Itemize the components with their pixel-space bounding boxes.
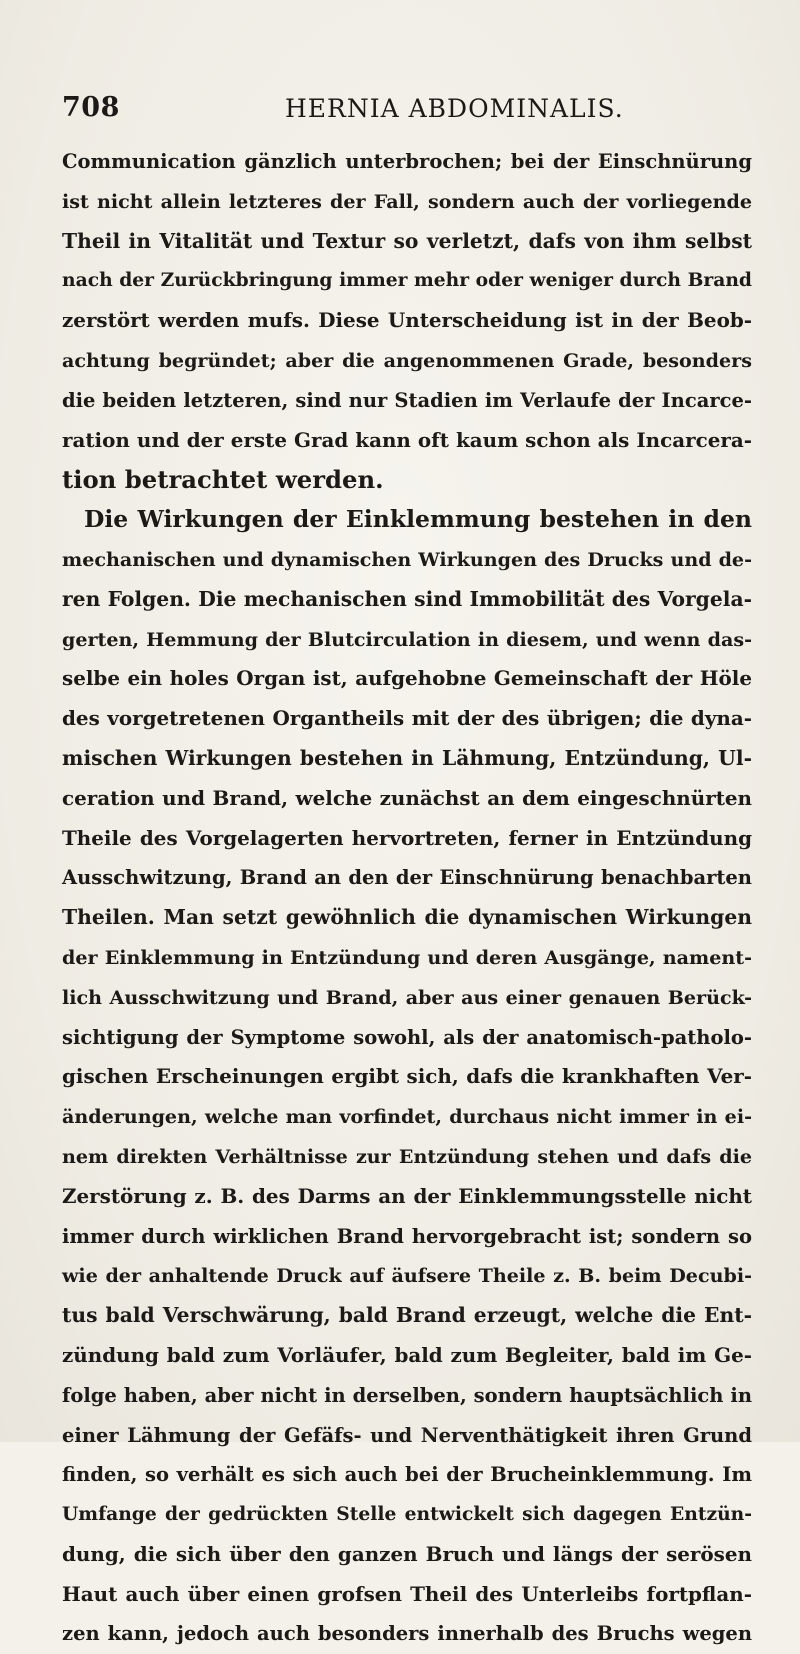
text-line: nem direkten Verhältnisse zur Entzündung stehen und dafs die bbox=[62, 1144, 752, 1168]
running-title: HERNIA ABDOMINALIS. bbox=[285, 94, 624, 123]
text-line: sichtigung der Symptome sowohl, als der anatomisch-patholo- bbox=[62, 1025, 752, 1049]
page-header bbox=[62, 92, 752, 132]
text-line: der Einklemmung in Entzündung und deren Ausgänge, nament- bbox=[62, 945, 752, 969]
text-line: des vorgetretenen Organtheils mit der des übrigen; die dyna- bbox=[62, 706, 752, 731]
text-line: die beiden letzteren, sind nur Stadien im Verlaufe der Incarce- bbox=[62, 388, 752, 412]
text-line: dung, die sich über den ganzen Bruch und längs der serösen bbox=[62, 1541, 752, 1566]
text-line: immer durch wirklichen Brand hervorgebracht ist; sondern so bbox=[62, 1224, 752, 1248]
text-line: Communication gänzlich unterbrochen; bei der Einschnürung bbox=[62, 150, 752, 173]
text-line: Theile des Vorgelagerten hervortreten, ferner in Entzündung bbox=[62, 825, 752, 850]
text-line: mischen Wirkungen bestehen in Lähmung, Entzündung, Ul- bbox=[62, 745, 752, 770]
text-line: wie der anhaltende Druck auf äufsere Theile z. B. beim Decubi- bbox=[62, 1264, 752, 1288]
text-line: Ausschwitzung, Brand an den der Einschnürung benachbarten bbox=[62, 866, 752, 890]
text-line: ceration und Brand, welche zunächst an dem eingeschnürten bbox=[62, 785, 752, 810]
text-line: zerstört werden mufs. Diese Unterscheidung ist in der Beob- bbox=[62, 308, 752, 333]
text-line: Zerstörung z. B. des Darms an der Einklemmungsstelle nicht bbox=[62, 1183, 752, 1208]
text-line: ist nicht allein letzteres der Fall, sondern auch der vorliegende bbox=[62, 189, 752, 213]
text-line: tus bald Verschwärung, bald Brand erzeugt, welche die Ent- bbox=[62, 1303, 752, 1328]
text-line: tion betrachtet werden. bbox=[62, 465, 384, 495]
text-line: ren Folgen. Die mechanischen sind Immobilität des Vorgela- bbox=[62, 586, 752, 611]
text-line: zündung bald zum Vorläufer, bald zum Begleiter, bald im Ge- bbox=[62, 1342, 752, 1367]
text-line: mechanischen und dynamischen Wirkungen des Drucks und de- bbox=[62, 547, 752, 571]
text-line: zen kann, jedoch auch besonders innerhalb des Bruchs wegen bbox=[62, 1622, 752, 1646]
text-line: Theilen. Man setzt gewöhnlich die dynamischen Wirkungen bbox=[62, 905, 752, 930]
text-line: Die Wirkungen der Einklemmung bestehen in den bbox=[84, 505, 752, 534]
text-line: änderungen, welche man vorfindet, durchaus nicht immer in ei- bbox=[62, 1105, 752, 1129]
body-text bbox=[62, 142, 752, 1654]
text-line: Theil in Vitalität und Textur so verletzt, dafs von ihm selbst bbox=[62, 228, 752, 253]
text-line: gerten, Hemmung der Blutcirculation in diesem, und wenn das- bbox=[62, 627, 752, 651]
text-line: lich Ausschwitzung und Brand, aber aus einer genauen Berück- bbox=[62, 985, 752, 1009]
text-line: einer Lähmung der Gefäfs- und Nerventhätigkeit ihren Grund bbox=[62, 1423, 752, 1447]
page-number: 708 bbox=[62, 92, 120, 123]
text-line: Haut auch über einen grofsen Theil des Unterleibs fortpflan- bbox=[62, 1581, 752, 1606]
text-line: selbe ein holes Organ ist, aufgehobne Gemeinschaft der Höle bbox=[62, 666, 752, 691]
text-line: folge haben, aber nicht in derselben, sondern hauptsächlich in bbox=[62, 1383, 752, 1407]
text-line: Umfange der gedrückten Stelle entwickelt sich dagegen Entzün- bbox=[62, 1503, 752, 1526]
text-line: finden, so verhält es sich auch bei der Brucheinklemmung. Im bbox=[62, 1463, 752, 1487]
text-line: achtung begründet; aber die angenommenen Grade, besonders bbox=[62, 348, 752, 372]
text-line: gischen Erscheinungen ergibt sich, dafs die krankhaften Ver- bbox=[62, 1064, 752, 1089]
text-line: nach der Zurückbringung immer mehr oder weniger durch Brand bbox=[62, 269, 752, 292]
text-line: ration und der erste Grad kann oft kaum schon als Incarcera- bbox=[62, 427, 752, 452]
